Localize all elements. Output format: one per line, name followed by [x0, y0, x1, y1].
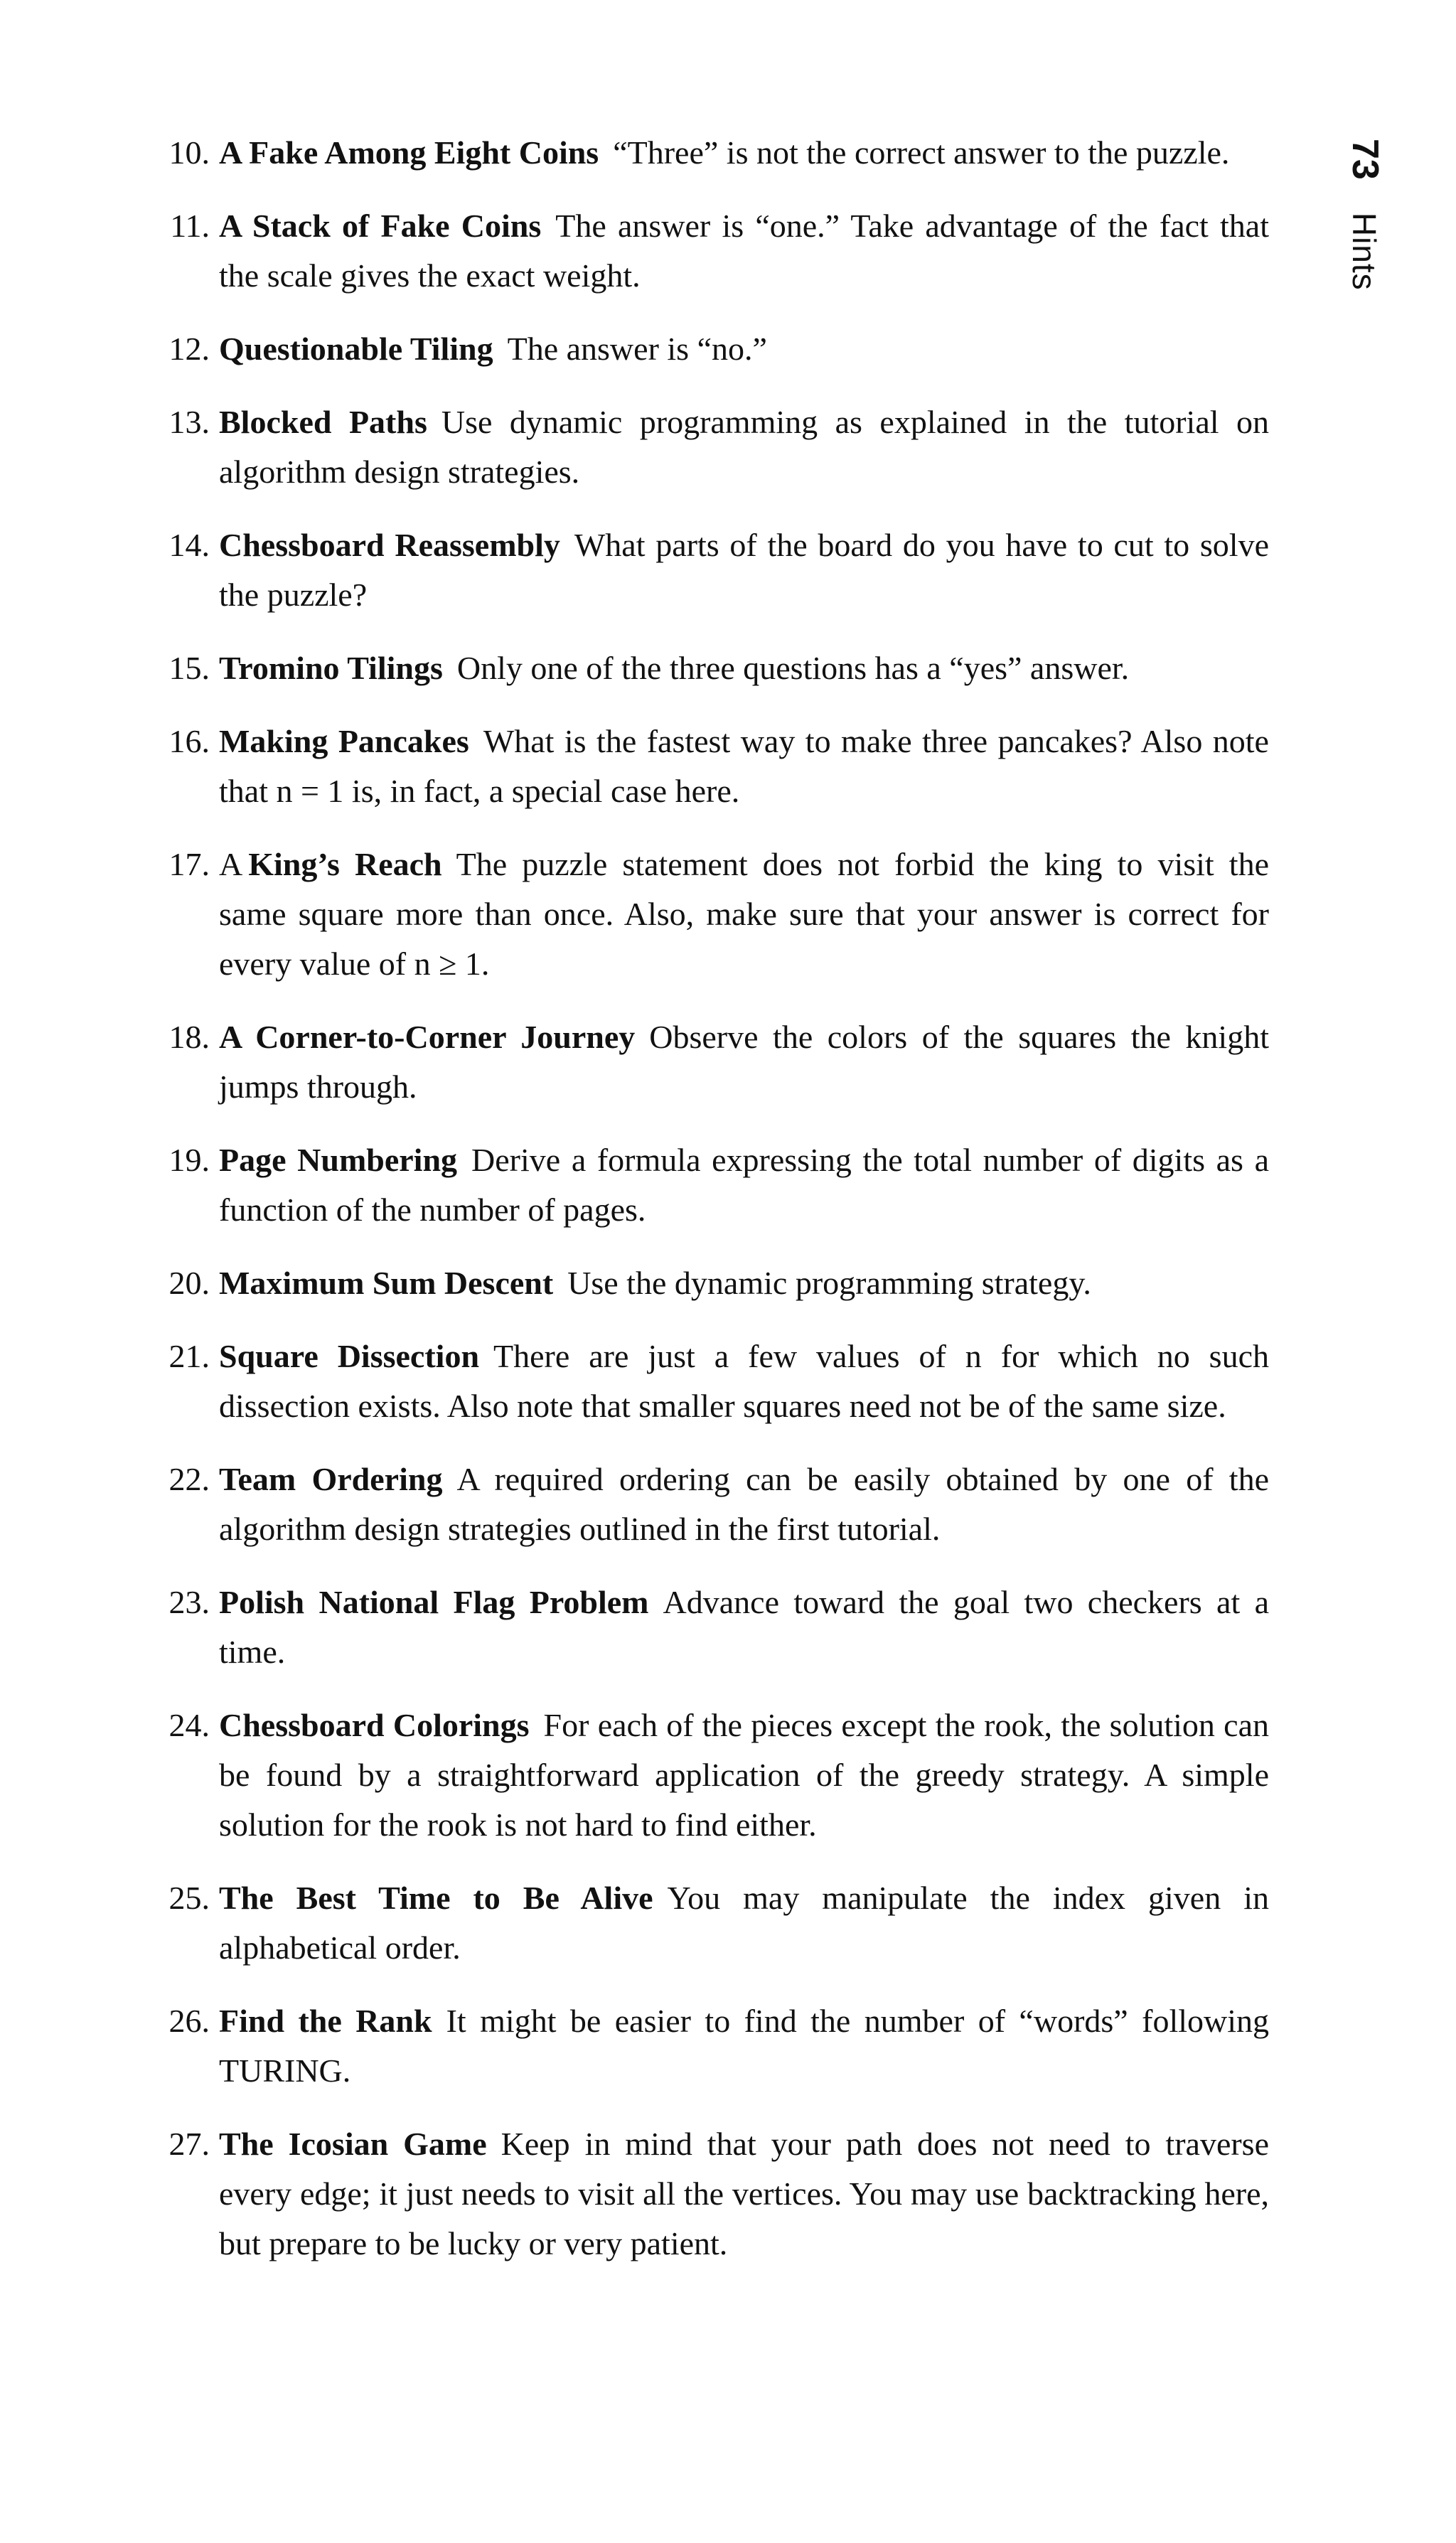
hint-item	[156, 1996, 1269, 2096]
hint-number: 27.	[168, 2126, 210, 2162]
hint-text: For each of the pieces except the rook, the solution can be found by a straightforward application of the greedy strategy. A simple solution for the rook is not hard to find either.	[219, 1707, 1269, 1843]
hint-number: 12.	[168, 331, 210, 367]
hint-number: 18.	[168, 1019, 210, 1055]
hint-title: Find the Rank	[219, 2003, 432, 2039]
hint-item	[156, 1455, 1269, 1554]
hint-item	[156, 397, 1269, 497]
hint-title: Team Ordering	[219, 1461, 443, 1497]
hint-number: 10.	[168, 134, 210, 171]
hint-title: The Best Time to Be Alive	[219, 1880, 653, 1916]
hint-text: The answer is “one.” Take advantage of the fact that the scale gives the exact weight.	[219, 208, 1269, 294]
hint-title: Polish National Flag Problem	[219, 1584, 649, 1620]
running-head: Hints	[1346, 212, 1383, 291]
hint-title: Chessboard Reassembly	[219, 527, 560, 563]
hint-text: Observe the colors of the squares the knight jumps through.	[219, 1019, 1269, 1105]
hint-item	[156, 324, 1269, 374]
hint-text: The answer is “no.”	[507, 331, 767, 367]
hint-title: Square Dissection	[219, 1338, 480, 1374]
hint-title: A Stack of Fake Coins	[219, 208, 542, 244]
hint-number: 15.	[168, 650, 210, 686]
hint-item	[156, 840, 1269, 989]
hint-item	[156, 520, 1269, 620]
hint-text: Use the dynamic programming strategy.	[567, 1265, 1091, 1301]
hint-title: Tromino Tilings	[219, 650, 443, 686]
hint-text: It might be easier to find the number of “words” following TURING.	[219, 2003, 1270, 2089]
hint-text: Advance toward the goal two checkers at a time.	[219, 1584, 1269, 1670]
hint-text: There are just a few values of n for which no such dissection exists. Also note that smaller squares need not be of the same size.	[219, 1338, 1269, 1424]
hint-title: Making Pancakes	[219, 723, 469, 759]
hint-item	[156, 1135, 1269, 1235]
hint-number: 23.	[168, 1584, 210, 1620]
hint-number: 14.	[168, 527, 210, 563]
hint-item	[156, 201, 1269, 301]
hint-number: 26.	[168, 2003, 210, 2039]
hint-text: Use dynamic programming as explained in the tutorial on algorithm design strategies.	[219, 404, 1269, 490]
hint-number: 13.	[168, 404, 210, 440]
hint-item	[156, 1258, 1269, 1308]
hint-text: “Three” is not the correct answer to the puzzle.	[613, 134, 1230, 171]
hint-title: Blocked Paths	[219, 404, 427, 440]
hint-number: 24.	[168, 1707, 210, 1743]
hint-item	[156, 128, 1269, 178]
hint-title: A Corner-to-Corner Journey	[219, 1019, 636, 1055]
hint-text: What parts of the board do you have to cut to solve the puzzle?	[219, 527, 1269, 613]
hint-item	[156, 1873, 1269, 1973]
hint-number: 16.	[168, 723, 210, 759]
hint-number: 21.	[168, 1338, 210, 1374]
hint-text: Derive a formula expressing the total number of digits as a function of the number of pages.	[219, 1142, 1269, 1228]
hint-title: A Fake Among Eight Coins	[219, 134, 599, 171]
hint-title: Page Numbering	[219, 1142, 458, 1178]
hint-text: Only one of the three questions has a “yes” answer.	[456, 650, 1130, 686]
hint-title: Maximum Sum Descent	[219, 1265, 554, 1301]
hint-item	[156, 1701, 1269, 1850]
hint-item	[156, 2119, 1269, 2269]
hint-number: 22.	[168, 1461, 210, 1497]
hint-text: What is the fastest way to make three pancakes? Also note that n = 1 is, in fact, a special case here.	[219, 723, 1269, 809]
hint-number: 25.	[168, 1880, 210, 1916]
hint-prefix: A	[219, 846, 243, 882]
hint-item	[156, 717, 1269, 816]
hint-list	[156, 128, 1269, 2292]
hint-item	[156, 1332, 1269, 1431]
hint-number: 11.	[170, 208, 210, 244]
hint-item	[156, 1578, 1269, 1677]
hint-item	[156, 1012, 1269, 1112]
hint-number: 19.	[168, 1142, 210, 1178]
page-number: 73	[1344, 139, 1386, 180]
hint-title: The Icosian Game	[219, 2126, 487, 2162]
hint-number: 20.	[168, 1265, 210, 1301]
hint-title: Chessboard Colorings	[219, 1707, 530, 1743]
hint-text: Keep in mind that your path does not need to traverse every edge; it just needs to visit all the vertices. You may use backtracking here, but prepare to be lucky or very patient.	[219, 2126, 1270, 2261]
hint-title: King’s Reach	[248, 846, 442, 882]
hint-number: 17.	[168, 846, 210, 882]
hint-text: A required ordering can be easily obtained by one of the algorithm design strategies outlined in the first tutorial.	[219, 1461, 1270, 1547]
hint-text: The puzzle statement does not forbid the king to visit the same square more than once. Also, make sure that your answer is correct for every value of n ≥ 1.	[219, 846, 1269, 982]
hint-item	[156, 643, 1269, 693]
hint-text: You may manipulate the index given in alphabetical order.	[219, 1880, 1269, 1966]
hint-title: Questionable Tiling	[219, 331, 493, 367]
